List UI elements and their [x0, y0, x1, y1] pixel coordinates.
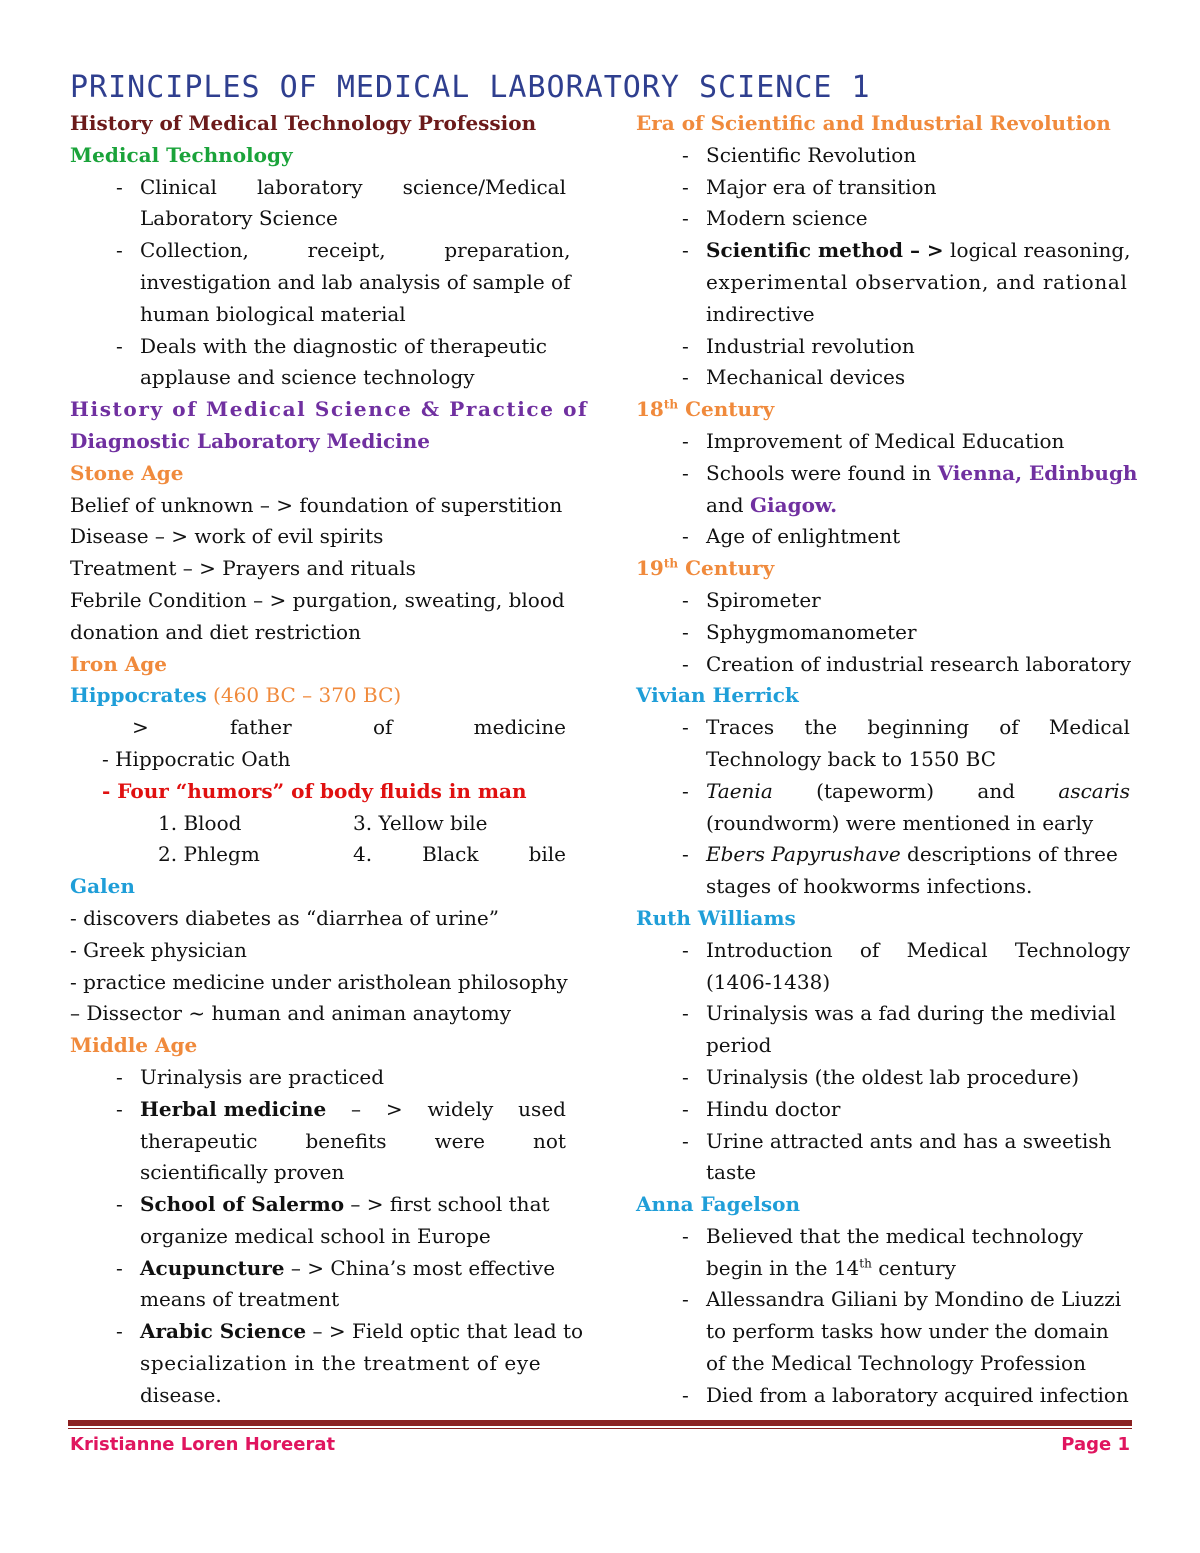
bullet-dash: -: [682, 1096, 689, 1121]
heading-era-revolution: Era of Scientific and Industrial Revolution: [636, 111, 1111, 135]
list-item: - Ebers Papyrushave descriptions of three stages of hookworms infections.: [636, 839, 1130, 903]
list-item: - Creation of industrial research laboratory: [636, 649, 1130, 681]
galen-line: - Greek physician: [70, 937, 247, 962]
bullet-dash: -: [116, 1192, 123, 1217]
hippocratic-oath: - Hippocratic Oath: [102, 746, 291, 771]
bullet-dash: -: [116, 1255, 123, 1280]
bullet-dash: -: [116, 1064, 123, 1089]
bullet-dash: -: [682, 428, 689, 453]
stone-age-line: Disease – > work of evil spirits: [70, 524, 384, 549]
list-item: - Allessandra Giliani by Mondino de Liuzzi to perform tasks how under the domain of the Medical Technology Profession: [636, 1284, 1130, 1379]
stone-age-line: Febrile Condition – > purgation, sweating, blood: [70, 587, 565, 612]
justified-line: Clinical laboratory science/Medical: [140, 174, 566, 199]
heading-anna-fagelson: Anna Fagelson: [636, 1192, 801, 1217]
bullet-dash: -: [682, 460, 689, 485]
galen-line: - practice medicine under aristholean philosophy: [70, 969, 568, 994]
footer-divider: [68, 1420, 1132, 1426]
justified-line: Introduction of Medical Technology: [706, 937, 1130, 962]
justified-line: Herbal medicine – > widely used: [140, 1096, 566, 1121]
list-item: - Clinical laboratory science/Medical Laboratory Science: [70, 172, 566, 236]
galen-line: - discovers diabetes as “diarrhea of urine”: [70, 905, 499, 930]
heading-medical-technology: Medical Technology: [70, 142, 293, 167]
heading-18th-century: 18th Century: [636, 397, 775, 422]
stone-age-line: Belief of unknown – > foundation of superstition: [70, 492, 563, 517]
footer-author: Kristianne Loren Horeerat: [70, 1434, 336, 1455]
stone-age-line: donation and diet restriction: [70, 619, 361, 644]
justified-line: > father of medicine: [132, 715, 566, 740]
page-title: PRINCIPLES OF MEDICAL LABORATORY SCIENCE 1: [70, 70, 871, 105]
heading-vivian-herrick: Vivian Herrick: [636, 683, 799, 708]
hippocrates-name: Hippocrates: [70, 683, 207, 708]
list-item: - Improvement of Medical Education: [636, 426, 1130, 458]
list-item: - Modern science: [636, 203, 1130, 235]
list-item: - Age of enlightment: [636, 521, 1130, 553]
justified-line: therapeutic benefits were not: [140, 1128, 566, 1153]
right-column: [636, 108, 1138, 1412]
bullet-dash: -: [682, 524, 689, 549]
list-item: - Sphygmomanometer: [636, 617, 1130, 649]
list-item: - Spirometer: [636, 585, 1130, 617]
list-item: - Collection, receipt, preparation, investigation and lab analysis of sample of human biological material: [70, 235, 566, 330]
heading-galen: Galen: [70, 874, 135, 899]
list-item: - Deals with the diagnostic of therapeutic applause and science technology: [70, 331, 566, 395]
bullet-dash: -: [682, 651, 689, 676]
bullet-dash: -: [682, 619, 689, 644]
heading-history-profession: History of Medical Technology Profession: [70, 111, 537, 135]
left-column: [70, 108, 589, 1412]
heading-history-science-cont: Diagnostic Laboratory Medicine: [70, 428, 431, 453]
list-item: - Believed that the medical technology begin in the 14th century: [636, 1221, 1130, 1285]
bullet-dash: -: [682, 842, 689, 867]
list-item: - Urinalysis (the oldest lab procedure): [636, 1062, 1130, 1094]
list-item: - Herbal medicine – > widely used therapeutic benefits were not scientifically proven: [70, 1094, 566, 1189]
heading-middle-age: Middle Age: [70, 1033, 198, 1058]
justified-line: Taenia (tapeworm) and ascaris: [706, 778, 1130, 803]
list-item: - Urinalysis was a fad during the medivial period: [636, 998, 1130, 1062]
bullet-dash: -: [116, 333, 123, 358]
bullet-dash: -: [682, 206, 689, 231]
list-item: - Scientific method – > logical reasoning, experimental observation, and rational indirective: [636, 235, 1130, 330]
bullet-dash: -: [116, 174, 123, 199]
stone-age-line: Treatment – > Prayers and rituals: [70, 556, 416, 581]
list-item: - Traces the beginning of Medical Technology back to 1550 BC: [636, 712, 1130, 776]
heading-history-science: History of Medical Science & Practice of: [70, 397, 589, 422]
justified-line: Traces the beginning of Medical: [706, 715, 1130, 740]
bullet-dash: -: [682, 238, 689, 263]
bullet-dash: -: [682, 1382, 689, 1407]
footer-divider-thin: [68, 1428, 1132, 1429]
four-humors: - Four “humors” of body fluids in man: [102, 778, 527, 803]
list-item: - Scientific Revolution: [636, 140, 1130, 172]
list-item: - Died from a laboratory acquired infection: [636, 1380, 1130, 1412]
list-item: - School of Salermo – > first school that organize medical school in Europe: [70, 1189, 566, 1253]
bullet-dash: -: [682, 778, 689, 803]
justified-line: Collection, receipt, preparation,: [140, 238, 571, 263]
list-item: - Schools were found in Vienna, Edinbugh and Giagow.: [636, 458, 1130, 522]
bullet-dash: -: [682, 1064, 689, 1089]
list-item: - Major era of transition: [636, 172, 1130, 204]
bullet-dash: -: [682, 1128, 689, 1153]
humors-row: 2. Phlegm 4. Black bile: [158, 842, 566, 867]
list-item: - Taenia (tapeworm) and ascaris (roundworm) were mentioned in early: [636, 776, 1130, 840]
heading-hippocrates: [70, 680, 566, 712]
humors-row: 1. Blood 3. Yellow bile: [158, 810, 488, 835]
list-item: - Industrial revolution: [636, 331, 1130, 363]
bullet-dash: -: [682, 715, 689, 740]
list-item: - Acupuncture – > China’s most effective means of treatment: [70, 1253, 566, 1317]
bullet-dash: -: [682, 1223, 689, 1248]
bullet-dash: -: [682, 174, 689, 199]
bullet-dash: -: [682, 1001, 689, 1026]
heading-19th-century: 19th Century: [636, 556, 775, 581]
list-item: - Introduction of Medical Technology (1406-1438): [636, 935, 1130, 999]
bullet-dash: -: [682, 142, 689, 167]
bullet-dash: -: [682, 937, 689, 962]
hippocrates-dates: (460 BC – 370 BC): [206, 683, 402, 708]
list-item: - Mechanical devices: [636, 362, 1130, 394]
list-item: - Urine attracted ants and has a sweetish taste: [636, 1126, 1130, 1190]
bullet-dash: -: [682, 1287, 689, 1312]
heading-stone-age: Stone Age: [70, 460, 184, 485]
bullet-dash: -: [682, 333, 689, 358]
list-item: - Hindu doctor: [636, 1094, 1130, 1126]
bullet-dash: -: [116, 1096, 123, 1121]
bullet-dash: -: [116, 1319, 123, 1344]
heading-ruth-williams: Ruth Williams: [636, 905, 796, 930]
bullet-dash: -: [682, 587, 689, 612]
bullet-dash: -: [116, 238, 123, 263]
list-item: - Arabic Science – > Field optic that lead to specialization in the treatment of eye disease.: [70, 1316, 566, 1411]
list-item: - Urinalysis are practiced: [70, 1062, 566, 1094]
galen-line: – Dissector ~ human and animan anaytomy: [70, 1001, 512, 1026]
bullet-dash: -: [682, 365, 689, 390]
heading-iron-age: Iron Age: [70, 651, 167, 676]
footer-page-number: Page 1: [1061, 1434, 1130, 1455]
